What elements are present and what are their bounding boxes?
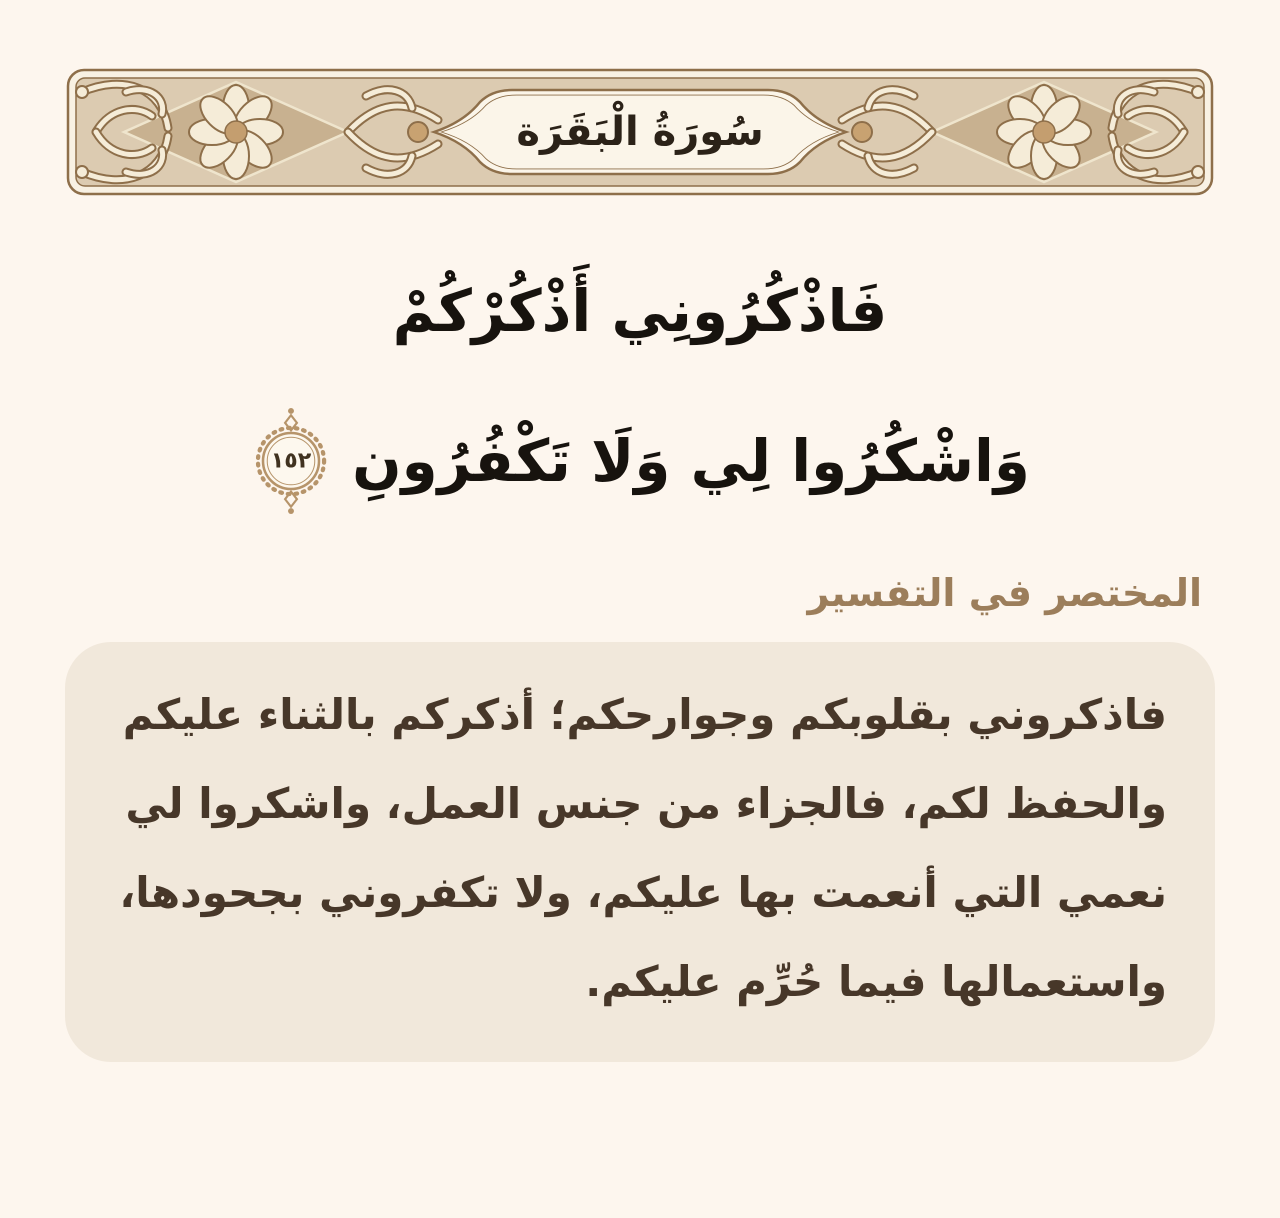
tafsir-line: واستعمالها فيما حُرِّم عليكم. <box>585 957 1167 1006</box>
ayah-number-medallion <box>250 405 332 517</box>
surah-title: سُورَةُ الْبَقَرَة <box>516 109 764 155</box>
tafsir-line: نعمي التي أنعمت بها عليكم، ولا تكفروني بجحودها، <box>119 868 1167 917</box>
ayah-number: ١٥٢ <box>270 448 312 474</box>
banner-ornament-frame <box>66 68 1214 196</box>
verse-line-2: وَاشْكُرُوا لِي وَلَا تَكْفُرُونِ <box>352 427 1030 495</box>
tafsir-source-label: المختصر في التفسير <box>807 571 1202 615</box>
verse-line-2-row <box>0 386 1280 536</box>
tafsir-card <box>65 642 1215 1062</box>
tafsir-line: والحفظ لكم، فالجزاء من جنس العمل، واشكروا لي <box>125 779 1167 828</box>
verse-line-1: فَاذْكُرُونِي أَذْكُرْكُمْ <box>392 277 888 345</box>
tafsir-line: فاذكروني بقلوبكم وجوارحكم؛ أذكركم بالثناء عليكم <box>122 690 1167 739</box>
surah-header-banner <box>66 68 1214 196</box>
verse-block <box>0 236 1280 536</box>
